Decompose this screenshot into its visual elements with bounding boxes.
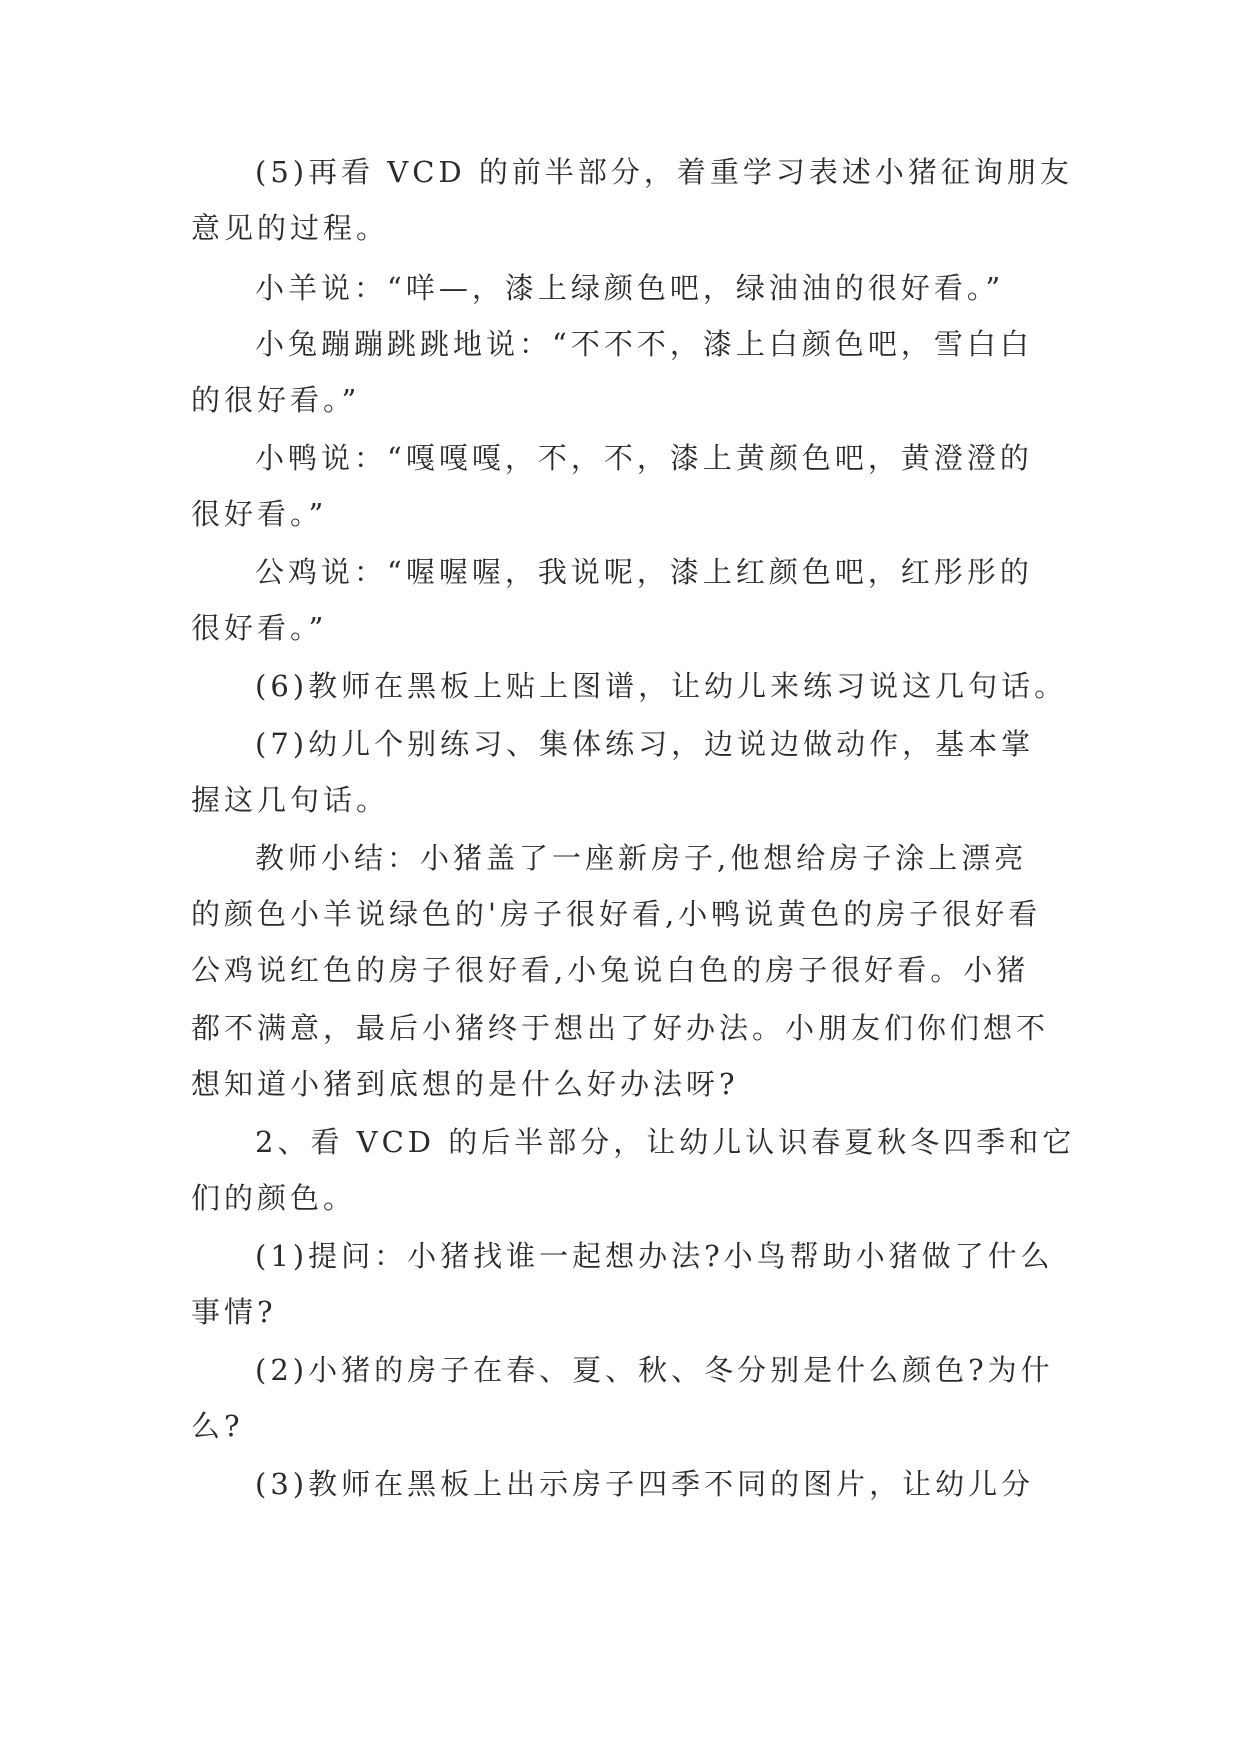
paragraph-line: 公鸡说：“喔喔喔，我说呢，漆上红颜色吧，红彤彤的 (255, 555, 1033, 589)
paragraph-line: 公鸡说红色的房子很好看,小兔说白色的房子很好看。小猪 (191, 953, 1030, 987)
paragraph-line: 很好看。” (191, 611, 328, 645)
paragraph-line: (2)小猪的房子在春、夏、秋、冬分别是什么颜色?为什 (255, 1353, 1054, 1387)
paragraph-line: 小鸭说：“嘎嘎嘎，不，不，漆上黄颜色吧，黄澄澄的 (255, 441, 1033, 475)
paragraph-line: 想知道小猪到底想的是什么好办法呀? (191, 1067, 739, 1101)
paragraph-line: 们的颜色。 (191, 1181, 357, 1215)
paragraph-line: 很好看。” (191, 497, 328, 531)
paragraph-line: (6)教师在黑板上贴上图谱，让幼儿来练习说这几句话。 (255, 669, 1068, 703)
paragraph-line: 么? (191, 1409, 244, 1443)
paragraph-line: (1)提问：小猪找谁一起想办法?小鸟帮助小猪做了什么 (255, 1239, 1054, 1273)
paragraph-line: (7)幼儿个别练习、集体练习，边说边做动作，基本掌 (255, 727, 1035, 761)
paragraph-line: 2、看 VCD 的后半部分，让幼儿认识春夏秋冬四季和它 (255, 1125, 1076, 1159)
paragraph-line: 的颜色小羊说绿色的'房子很好看,小鸭说黄色的房子很好看 (191, 897, 1042, 931)
paragraph-line: 都不满意，最后小猪终于想出了好办法。小朋友们你们想不 (191, 1011, 1050, 1045)
paragraph-line: 小兔蹦蹦跳跳地说：“不不不，漆上白颜色吧，雪白白 (255, 327, 1033, 361)
paragraph-line: 握这几句话。 (191, 783, 390, 817)
paragraph-line: 事情? (191, 1295, 277, 1329)
paragraph-line: 教师小结：小猪盖了一座新房子,他想给房子涂上漂亮 (255, 841, 1028, 875)
paragraph-line: (5)再看 VCD 的前半部分，着重学习表述小猪征询朋友 (255, 155, 1073, 189)
paragraph-line: (3)教师在黑板上出示房子四季不同的图片，让幼儿分 (255, 1467, 1035, 1501)
paragraph-line: 意见的过程。 (191, 211, 390, 245)
paragraph-line: 小羊说：“咩—，漆上绿颜色吧，绿油油的很好看。” (255, 271, 1005, 305)
paragraph-line: 的很好看。” (191, 383, 361, 417)
